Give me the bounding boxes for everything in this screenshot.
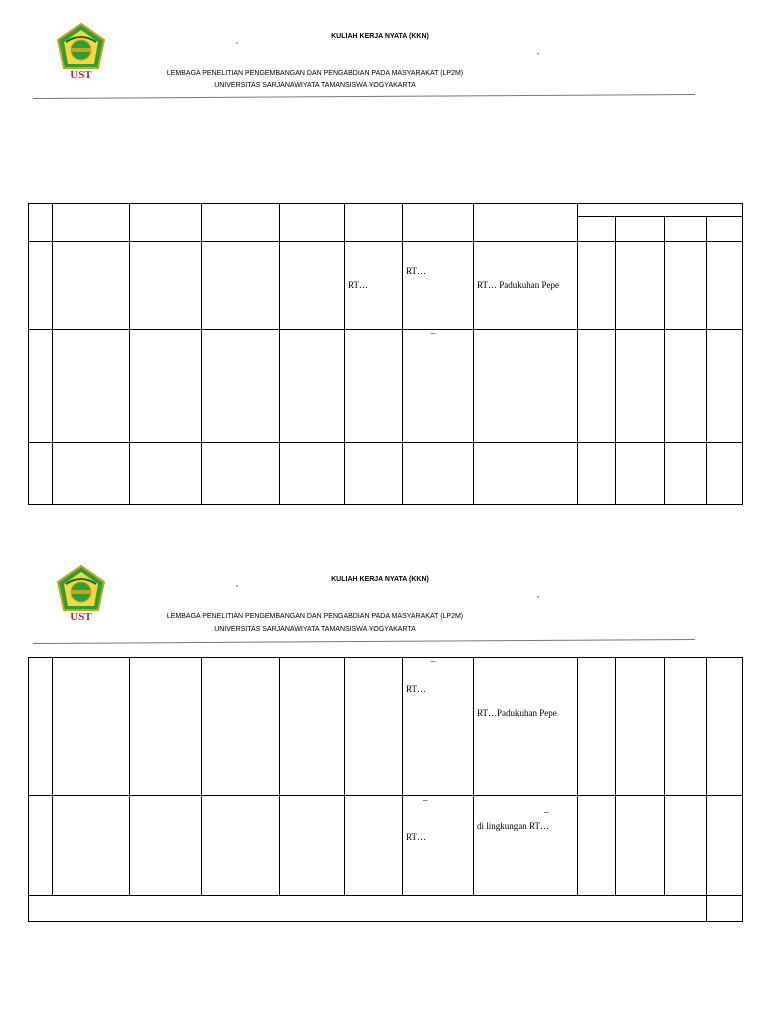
table-cell: RT… [345, 242, 403, 330]
quote-close-mark: ” [537, 53, 540, 60]
header-cell [130, 204, 202, 242]
table-row [29, 242, 743, 330]
header-divider [33, 94, 695, 99]
table-row [29, 658, 743, 796]
table-cell [29, 896, 707, 922]
header-subcell [578, 217, 616, 242]
program-title: KULIAH KERJA NYATA (KKN) [331, 576, 429, 583]
university-name: UNIVERSITAS SARJANAWIYATA TAMANSISWA YOGYAKARTA [214, 82, 416, 89]
header-subcell [665, 217, 707, 242]
svg-text:UST: UST [70, 69, 92, 80]
table-cell: – RT… [403, 658, 474, 796]
table-cell: RT… Padukuhan Pepe [474, 242, 578, 330]
header-cell [29, 204, 53, 242]
header-cell [53, 204, 130, 242]
table-row [29, 330, 743, 443]
table-cell [707, 896, 743, 922]
header-cell [345, 204, 403, 242]
header-divider [33, 639, 695, 644]
table-cell: RT…Padukuhan Pepe [474, 658, 578, 796]
header-subcell [707, 217, 743, 242]
header-cell [474, 204, 578, 242]
institution-name: LEMBAGA PENELITIAN PENGEMBANGAN DAN PENGABDIAN PADA MASYARAKAT (LP2M) [166, 70, 464, 77]
quote-open-mark: “ [236, 42, 239, 49]
header-cell [403, 204, 474, 242]
ust-logo [54, 22, 108, 80]
table-cell: RT… [403, 242, 474, 330]
header-subcell [616, 217, 665, 242]
program-title: KULIAH KERJA NYATA (KKN) [331, 33, 429, 40]
table-row [29, 796, 743, 896]
university-name: UNIVERSITAS SARJANAWIYATA TAMANSISWA YOGYAKARTA [214, 626, 416, 633]
table-cell: – [403, 330, 474, 443]
quote-open-mark: “ [236, 585, 239, 592]
table-total-row [29, 896, 743, 922]
header-group-cell [578, 204, 743, 217]
svg-text:UST: UST [70, 611, 92, 622]
activity-table-1 [28, 203, 743, 505]
table-cell: – RT… [403, 796, 474, 896]
header-cell [202, 204, 280, 242]
table-cell: – di lingkungan RT… [474, 796, 578, 896]
activity-table-2 [28, 657, 743, 922]
ust-logo [54, 564, 108, 622]
header-cell [280, 204, 345, 242]
institution-name: LEMBAGA PENELITIAN PENGEMBANGAN DAN PENGABDIAN PADA MASYARAKAT (LP2M) [166, 613, 464, 620]
table-row [29, 443, 743, 505]
quote-close-mark: ” [537, 596, 540, 603]
